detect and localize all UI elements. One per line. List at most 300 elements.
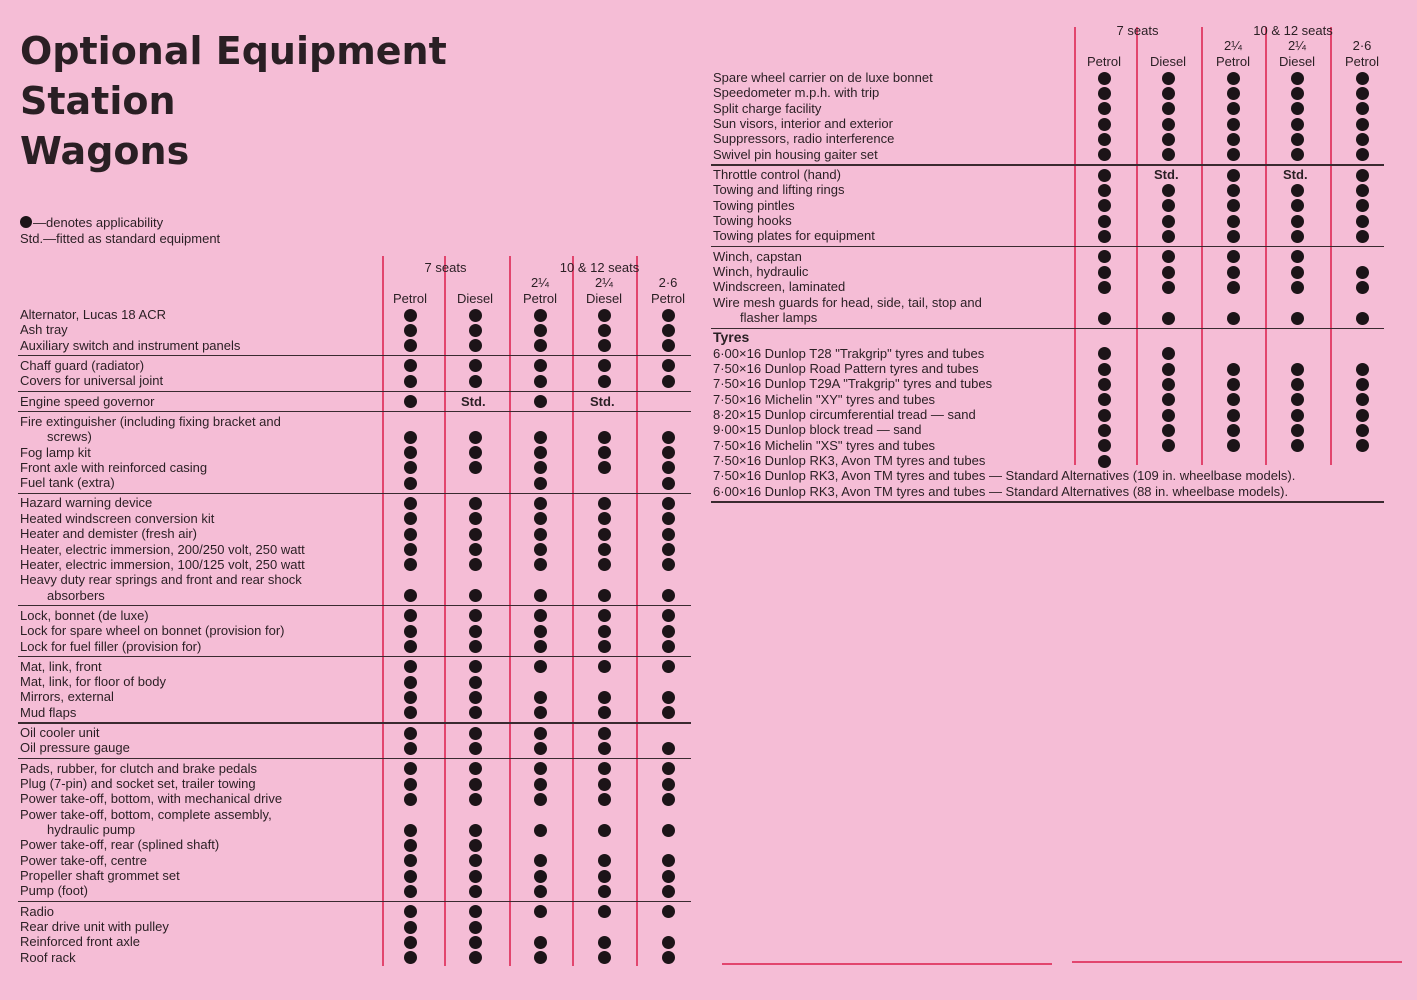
row-label: 6·00×16 Dunlop T28 "Trakgrip" tyres and tubes [713,345,985,361]
applicable-dot [1098,378,1111,391]
applicable-dot [469,558,482,571]
row-label: Fuel tank (extra) [20,475,115,491]
applicable-dot [1356,118,1369,131]
applicable-dot [1098,215,1111,228]
header-group-7-seats: 7 seats [424,260,467,275]
applicable-dot [1291,266,1304,279]
row-label: Mud flaps [20,704,77,720]
applicable-dot [1356,169,1369,182]
applicable-dot [598,905,611,918]
row-label: Mat, link, for floor of body [20,674,166,690]
applicable-dot [1291,199,1304,212]
applicable-dot [534,589,547,602]
applicable-dot [1291,363,1304,376]
applicable-dot [469,543,482,556]
applicable-dot [598,339,611,352]
applicable-dot [534,824,547,837]
applicable-dot [662,359,675,372]
row-label: 7·50×16 Dunlop T29A "Trakgrip" tyres and tubes [713,376,993,392]
applicable-dot [1227,250,1240,263]
applicable-dot [1291,184,1304,197]
applicable-dot [1356,72,1369,85]
applicable-dot [469,762,482,775]
applicable-dot [1227,199,1240,212]
applicable-dot [598,778,611,791]
applicable-dot [469,951,482,964]
applicable-dot [469,727,482,740]
applicable-dot [1098,184,1111,197]
applicable-dot [662,885,675,898]
group-separator [18,355,691,356]
row-label: Power take-off, bottom, complete assembly, [20,806,272,822]
applicable-dot [469,497,482,510]
applicable-dot [662,936,675,949]
row-label: Pads, rubber, for clutch and brake pedals [20,760,258,776]
applicable-dot [1356,102,1369,115]
applicable-dot [1227,184,1240,197]
applicable-dot [469,778,482,791]
applicable-dot [598,309,611,322]
applicable-dot [534,528,547,541]
applicable-dot [404,558,417,571]
applicable-dot [598,359,611,372]
applicable-dot [404,640,417,653]
applicable-dot [1227,393,1240,406]
applicable-dot [598,640,611,653]
applicable-dot [1162,133,1175,146]
applicable-dot [1162,378,1175,391]
applicable-dot [1356,199,1369,212]
applicable-dot [1098,266,1111,279]
applicable-dot [1227,424,1240,437]
row-label: Fire extinguisher (including fixing bracket and [20,413,281,429]
applicable-dot [469,839,482,852]
row-label: screws) [47,429,92,445]
applicable-dot [598,528,611,541]
title-line-2: Station [20,79,176,123]
row-label: absorbers [47,587,105,603]
applicable-dot [662,870,675,883]
group-separator [18,605,691,606]
applicable-dot [662,778,675,791]
applicable-dot [534,691,547,704]
applicable-dot [1162,393,1175,406]
applicable-dot [404,461,417,474]
applicable-dot [598,543,611,556]
applicable-dot [662,625,675,638]
column-divider [382,256,384,966]
applicable-dot [1291,409,1304,422]
applicable-dot [1162,230,1175,243]
row-label: Windscreen, laminated [713,279,846,295]
group-separator [18,493,691,494]
applicable-dot [662,706,675,719]
header-petrol-2-25-size: 2¼ [1223,38,1243,53]
header-group-10-12-seats: 10 & 12 seats [559,260,640,275]
applicable-dot [404,676,417,689]
applicable-dot [469,936,482,949]
applicable-dot [1227,439,1240,452]
applicable-dot [1162,118,1175,131]
applicable-dot [469,742,482,755]
applicable-dot [1227,133,1240,146]
column-divider [636,256,638,966]
applicable-dot [404,625,417,638]
row-label: Power take-off, centre [20,852,147,868]
applicable-dot [404,951,417,964]
row-label: 6·00×16 Dunlop RK3, Avon TM tyres and tubes — Standard Alternatives (88 in. wheelbase models). [713,483,1289,499]
row-label: Oil pressure gauge [20,740,130,756]
applicable-dot [1291,118,1304,131]
applicable-dot [662,762,675,775]
row-label: Towing hooks [713,213,792,229]
row-label: Spare wheel carrier on de luxe bonnet [713,70,933,85]
applicable-dot [534,446,547,459]
applicable-dot [598,885,611,898]
applicable-dot [534,431,547,444]
applicable-dot [1227,87,1240,100]
standard-marker: Std. [590,393,615,409]
row-label: 7·50×16 Michelin "XY" tyres and tubes [713,391,936,407]
applicable-dot [469,921,482,934]
bottom-rule-right [1072,961,1402,963]
applicable-dot [534,951,547,964]
applicable-dot [1098,102,1111,115]
applicable-dot [1227,215,1240,228]
header-diesel-2-25: Diesel [1278,54,1316,69]
applicable-dot [534,609,547,622]
applicable-dot [1098,133,1111,146]
applicable-dot [469,640,482,653]
applicable-dot [598,870,611,883]
applicable-dot [598,951,611,964]
applicable-dot [598,824,611,837]
applicable-dot [534,778,547,791]
row-label: Speedometer m.p.h. with trip [713,85,880,101]
applicable-dot [598,854,611,867]
applicable-dot [404,431,417,444]
applicable-dot [534,936,547,949]
applicable-dot [1291,87,1304,100]
applicable-dot [404,324,417,337]
applicable-dot [404,727,417,740]
applicable-dot [469,885,482,898]
applicable-dot [469,375,482,388]
header-petrol-2-6: Petrol [1345,54,1379,69]
applicable-dot [534,512,547,525]
applicable-dot [1291,215,1304,228]
group-separator [18,901,691,902]
applicable-dot [1356,148,1369,161]
applicable-dot [1291,393,1304,406]
applicable-dot [404,339,417,352]
applicable-dot [469,446,482,459]
applicable-dot [1098,312,1111,325]
applicable-dot [469,676,482,689]
applicable-dot [598,446,611,459]
applicable-dot [1291,230,1304,243]
row-label: Front axle with reinforced casing [20,459,208,475]
applicable-dot [1162,102,1175,115]
applicable-dot [662,742,675,755]
applicable-dot [469,691,482,704]
applicable-dot [404,477,417,490]
applicable-dot [598,375,611,388]
applicable-dot [598,512,611,525]
applicable-dot [404,742,417,755]
applicable-dot [404,589,417,602]
applicable-dot [469,512,482,525]
applicable-dot [1227,409,1240,422]
row-label: Mat, link, front [20,658,102,674]
applicable-dot [1227,148,1240,161]
title-line-1: Optional Equipment [20,29,447,73]
header-diesel: Diesel [456,291,494,306]
applicable-dot [598,609,611,622]
applicable-dot [534,742,547,755]
applicable-dot [1356,215,1369,228]
legend-dot-text: —denotes applicability [33,215,164,230]
applicable-dot [662,951,675,964]
applicable-dot [404,609,417,622]
applicable-dot [469,793,482,806]
applicable-dot [598,727,611,740]
standard-marker: Std. [1283,167,1308,182]
applicable-dot [1356,281,1369,294]
applicable-dot [1356,409,1369,422]
row-label: Power take-off, bottom, with mechanical drive [20,791,283,807]
applicable-dot [1098,281,1111,294]
applicable-dot [534,359,547,372]
row-label: Roof rack [20,949,76,965]
applicable-dot [1098,250,1111,263]
applicable-dot [1356,184,1369,197]
applicable-dot [1162,424,1175,437]
applicable-dot [1291,72,1304,85]
legend-std-row [20,231,220,247]
applicable-dot [598,558,611,571]
row-label: Tyres [713,329,750,346]
applicable-dot [1291,102,1304,115]
applicable-dot [1162,72,1175,85]
applicable-dot [1098,347,1111,360]
applicable-dot [662,339,675,352]
row-label: 8·20×15 Dunlop circumferential tread — sand [713,407,976,423]
row-label: Heated windscreen conversion kit [20,510,215,526]
applicable-dot [598,691,611,704]
applicable-dot [1227,266,1240,279]
applicable-dot [534,375,547,388]
applicable-dot [662,824,675,837]
applicable-dot [1227,118,1240,131]
applicable-dot [1291,378,1304,391]
applicable-dot [534,885,547,898]
applicable-dot [534,625,547,638]
applicable-dot [534,727,547,740]
applicable-dot [534,309,547,322]
standard-marker: Std. [1154,167,1179,182]
applicable-dot [662,431,675,444]
applicable-dot [1098,72,1111,85]
applicable-dot [404,905,417,918]
header-diesel-2-25-size: 2¼ [594,275,614,290]
row-label: Ash tray [20,322,68,338]
applicable-dot [598,497,611,510]
row-label: Lock, bonnet (de luxe) [20,607,149,623]
header-petrol-2-6-size: 2·6 [1352,38,1372,53]
applicable-dot [534,497,547,510]
applicable-dot [598,762,611,775]
applicable-dot [1227,72,1240,85]
applicable-dot [1291,148,1304,161]
column-divider [572,256,574,966]
applicable-dot [534,762,547,775]
applicable-dot [469,324,482,337]
applicable-dot [404,395,417,408]
applicable-dot [598,431,611,444]
header-group-10-12-seats: 10 & 12 seats [1253,23,1333,38]
bottom-rule-left [722,963,1052,965]
applicable-dot [534,395,547,408]
applicable-dot [598,936,611,949]
applicable-dot [1162,439,1175,452]
applicable-dot [404,778,417,791]
legend-std-text: Std.—fitted as standard equipment [20,231,221,246]
row-label: Winch, hydraulic [713,264,809,279]
applicable-dot [662,660,675,673]
applicable-dot [1162,312,1175,325]
applicable-dot [404,706,417,719]
applicable-dot [469,625,482,638]
applicable-dot [469,339,482,352]
applicable-dot [1162,281,1175,294]
applicable-dot [1098,169,1111,182]
applicable-dot [598,461,611,474]
applicable-dot [404,839,417,852]
dot-icon [20,216,32,228]
row-label: Oil cooler unit [20,725,100,741]
row-label: Towing pintles [713,197,795,213]
applicable-dot [404,446,417,459]
applicable-dot [1227,169,1240,182]
row-label: Rear drive unit with pulley [20,919,169,935]
applicable-dot [404,512,417,525]
header-petrol-2-25-size: 2¼ [530,275,550,290]
applicable-dot [469,359,482,372]
applicable-dot [534,905,547,918]
applicable-dot [1098,363,1111,376]
applicable-dot [662,640,675,653]
row-label: hydraulic pump [47,822,136,838]
applicable-dot [534,870,547,883]
applicable-dot [404,543,417,556]
applicable-dot [404,359,417,372]
row-label: Sun visors, interior and exterior [713,116,893,132]
row-label: Swivel pin housing gaiter set [713,146,878,162]
applicable-dot [1098,87,1111,100]
header-diesel-2-25-size: 2¼ [1287,38,1307,53]
applicable-dot [469,309,482,322]
applicable-dot [662,589,675,602]
row-label: Auxiliary switch and instrument panels [20,337,241,353]
row-label: Heater, electric immersion, 200/250 volt, 250 watt [20,541,305,557]
applicable-dot [1098,148,1111,161]
applicable-dot [1227,102,1240,115]
row-label: Alternator, Lucas 18 ACR [20,307,166,322]
header-petrol-2-6: Petrol [651,291,685,306]
applicable-dot [534,793,547,806]
applicable-dot [534,477,547,490]
applicable-dot [1356,363,1369,376]
applicable-dot [534,640,547,653]
applicable-dot [469,589,482,602]
applicable-dot [662,691,675,704]
applicable-dot [404,309,417,322]
row-label: Covers for universal joint [20,373,164,389]
applicable-dot [469,706,482,719]
group-separator [711,328,1384,329]
applicable-dot [1227,363,1240,376]
applicable-dot [662,558,675,571]
applicable-dot [404,497,417,510]
applicable-dot [534,558,547,571]
applicable-dot [1356,378,1369,391]
header-petrol-2-25: Petrol [523,291,557,306]
applicable-dot [404,528,417,541]
applicable-dot [662,854,675,867]
row-label: Fog lamp kit [20,444,91,460]
applicable-dot [1291,424,1304,437]
applicable-dot [534,854,547,867]
row-label: Heater and demister (fresh air) [20,526,198,542]
group-separator [18,722,691,723]
applicable-dot [1227,281,1240,294]
row-label: Towing and lifting rings [713,182,845,198]
row-label: Engine speed governor [20,393,155,409]
applicable-dot [534,324,547,337]
page-title [20,26,447,176]
header-diesel-2-25: Diesel [585,291,623,306]
applicable-dot [469,528,482,541]
applicable-dot [1227,378,1240,391]
row-label: Throttle control (hand) [713,167,841,182]
applicable-dot [1162,347,1175,360]
header-petrol-2-6-size: 2·6 [658,275,678,290]
applicable-dot [404,885,417,898]
row-label: 7·50×16 Michelin "XS" tyres and tubes [713,437,936,453]
applicable-dot [469,431,482,444]
applicable-dot [469,854,482,867]
applicable-dot [662,461,675,474]
applicable-dot [534,660,547,673]
applicable-dot [1356,87,1369,100]
row-label: 7·50×16 Dunlop RK3, Avon TM tyres and tubes — Standard Alternatives (109 in. wheelbase models). [713,468,1296,484]
column-divider [444,256,446,966]
applicable-dot [1356,230,1369,243]
applicable-dot [662,793,675,806]
applicable-dot [598,706,611,719]
applicable-dot [404,921,417,934]
applicable-dot [469,870,482,883]
legend [20,215,220,247]
applicable-dot [598,660,611,673]
applicable-dot [469,609,482,622]
column-divider [509,256,511,966]
header-diesel: Diesel [1149,54,1187,69]
applicable-dot [534,706,547,719]
applicable-dot [404,824,417,837]
applicable-dot [1098,393,1111,406]
